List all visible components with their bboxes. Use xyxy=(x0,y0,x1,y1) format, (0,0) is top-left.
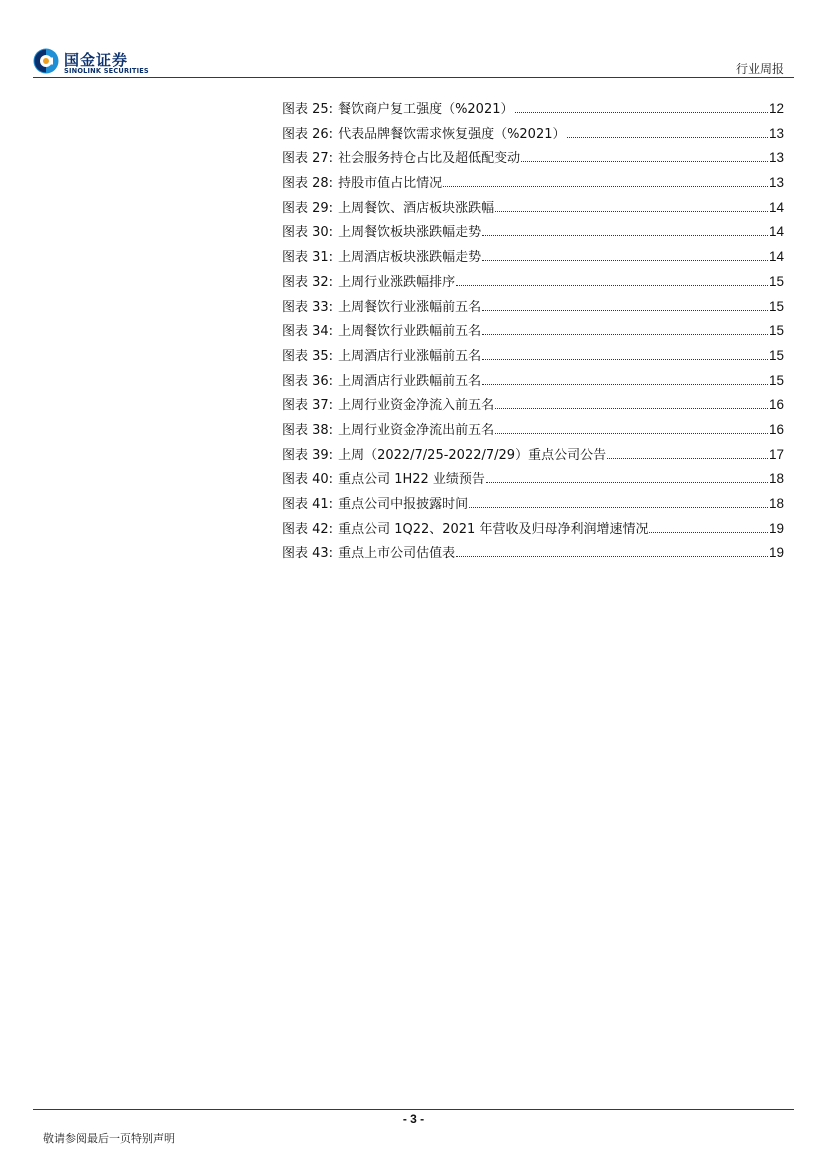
toc-entry-page: 15 xyxy=(768,347,784,363)
toc-dot-leader xyxy=(521,161,768,162)
logo-english-text: SINOLINK SECURITIES xyxy=(64,67,149,75)
toc-entry-title: 上周酒店板块涨跌幅走势 xyxy=(338,250,482,266)
toc-entry-title: 上周餐饮行业涨幅前五名 xyxy=(338,299,482,315)
toc-entry-title: 社会服务持仓占比及超低配变动 xyxy=(338,151,521,167)
toc-entry-page: 13 xyxy=(768,175,784,191)
toc-entry-label: 图表 35: xyxy=(282,348,334,364)
toc-dot-leader xyxy=(482,260,768,261)
toc-entry-page: 13 xyxy=(768,125,784,141)
toc-dot-leader xyxy=(567,137,768,138)
toc-dot-leader xyxy=(443,186,768,187)
toc-entry[interactable] xyxy=(282,545,784,570)
toc-entry[interactable] xyxy=(282,397,784,422)
toc-entry[interactable] xyxy=(282,150,784,175)
toc-entry-title: 上周酒店行业跌幅前五名 xyxy=(338,373,482,389)
toc-entry-label: 图表 26: xyxy=(282,126,334,142)
toc-entry-page: 16 xyxy=(768,421,784,437)
toc-entry-title: 重点上市公司估值表 xyxy=(338,546,456,562)
toc-entry[interactable] xyxy=(282,373,784,398)
toc-dot-leader xyxy=(482,359,768,360)
toc-entry-label: 图表 43: xyxy=(282,546,334,562)
toc-entry-page: 14 xyxy=(768,249,784,265)
toc-entry-title: 上周（2022/7/25-2022/7/29）重点公司公告 xyxy=(338,447,607,463)
header-divider xyxy=(33,77,794,78)
toc-entry-title: 餐饮商户复工强度（%2021） xyxy=(338,102,514,117)
toc-entry-title: 重点公司 1H22 业绩预告 xyxy=(338,472,485,488)
footer-divider xyxy=(33,1109,794,1110)
toc-entry[interactable] xyxy=(282,126,784,151)
toc-entry-label: 图表 38: xyxy=(282,422,334,438)
toc-entry[interactable] xyxy=(282,224,784,249)
disclaimer-text: 敬请参阅最后一页特别声明 xyxy=(43,1132,175,1145)
toc-dot-leader xyxy=(456,556,768,557)
toc-dot-leader xyxy=(482,310,768,311)
toc-dot-leader xyxy=(456,285,768,286)
toc-dot-leader xyxy=(469,507,768,508)
report-type: 行业周报 xyxy=(735,62,784,76)
toc-entry-label: 图表 41: xyxy=(282,497,334,512)
toc-entry-page: 13 xyxy=(768,150,784,166)
toc-entry[interactable] xyxy=(282,249,784,274)
toc-entry[interactable] xyxy=(282,447,784,472)
figure-index-list xyxy=(282,101,784,570)
toc-entry[interactable] xyxy=(282,323,784,348)
toc-dot-leader xyxy=(482,334,768,335)
toc-entry-page: 15 xyxy=(768,273,784,289)
toc-entry-label: 图表 33: xyxy=(282,299,334,315)
toc-dot-leader xyxy=(495,408,768,409)
toc-entry-label: 图表 40: xyxy=(282,472,334,488)
toc-entry-page: 17 xyxy=(768,446,784,462)
company-logo xyxy=(33,48,153,78)
toc-entry-label: 图表 42: xyxy=(282,521,334,537)
toc-dot-leader xyxy=(649,532,768,533)
toc-entry-label: 图表 31: xyxy=(282,250,334,266)
toc-entry-title: 上周餐饮、酒店板块涨跌幅 xyxy=(338,200,495,216)
toc-entry-label: 图表 39: xyxy=(282,447,334,463)
toc-entry[interactable] xyxy=(282,496,784,521)
toc-entry-title: 上周餐饮板块涨跌幅走势 xyxy=(338,225,482,241)
toc-entry-page: 18 xyxy=(768,496,784,511)
toc-entry-page: 16 xyxy=(768,397,784,413)
toc-entry-title: 上周行业资金净流入前五名 xyxy=(338,398,495,414)
toc-entry-label: 图表 36: xyxy=(282,373,334,389)
toc-entry-title: 持股市值占比情况 xyxy=(338,176,443,192)
toc-entry-page: 15 xyxy=(768,323,784,339)
toc-entry-label: 图表 27: xyxy=(282,151,334,167)
toc-entry-title: 上周行业涨跌幅排序 xyxy=(338,274,456,290)
toc-entry-label: 图表 29: xyxy=(282,200,334,216)
toc-entry-title: 代表品牌餐饮需求恢复强度（%2021） xyxy=(338,126,566,142)
toc-entry-page: 19 xyxy=(768,545,784,561)
toc-entry[interactable] xyxy=(282,348,784,373)
toc-entry-title: 重点公司中报披露时间 xyxy=(338,497,469,512)
toc-entry-page: 18 xyxy=(768,471,784,487)
toc-entry[interactable] xyxy=(282,101,784,126)
toc-entry-label: 图表 37: xyxy=(282,398,334,414)
toc-entry-title: 重点公司 1Q22、2021 年营收及归母净利润增速情况 xyxy=(338,521,649,537)
sinolink-logo-icon xyxy=(33,48,59,74)
toc-entry-title: 上周餐饮行业跌幅前五名 xyxy=(338,324,482,340)
toc-dot-leader xyxy=(482,235,768,236)
toc-entry[interactable] xyxy=(282,200,784,225)
toc-entry-label: 图表 28: xyxy=(282,176,334,192)
toc-entry[interactable] xyxy=(282,299,784,324)
toc-entry[interactable] xyxy=(282,521,784,546)
toc-entry-page: 14 xyxy=(768,224,784,240)
toc-entry-label: 图表 34: xyxy=(282,324,334,340)
toc-entry-page: 14 xyxy=(768,199,784,215)
toc-dot-leader xyxy=(482,384,768,385)
toc-entry[interactable] xyxy=(282,274,784,299)
toc-entry-page: 12 xyxy=(768,101,784,116)
toc-dot-leader xyxy=(495,211,768,212)
toc-entry[interactable] xyxy=(282,422,784,447)
toc-entry-page: 19 xyxy=(768,520,784,536)
toc-entry-label: 图表 32: xyxy=(282,274,334,290)
toc-entry-title: 上周行业资金净流出前五名 xyxy=(338,422,495,438)
toc-entry-label: 图表 30: xyxy=(282,225,334,241)
toc-dot-leader xyxy=(607,458,768,459)
toc-entry[interactable] xyxy=(282,175,784,200)
toc-entry-title: 上周酒店行业涨幅前五名 xyxy=(338,348,482,364)
toc-entry-page: 15 xyxy=(768,298,784,314)
page-number: - 3 - xyxy=(402,1112,425,1126)
toc-entry-label: 图表 25: xyxy=(282,102,334,117)
toc-entry-page: 15 xyxy=(768,372,784,388)
toc-dot-leader xyxy=(515,112,768,113)
toc-entry[interactable] xyxy=(282,471,784,496)
toc-dot-leader xyxy=(486,482,768,483)
toc-dot-leader xyxy=(495,433,768,434)
logo-chinese-text: 国金证券 xyxy=(64,51,129,69)
